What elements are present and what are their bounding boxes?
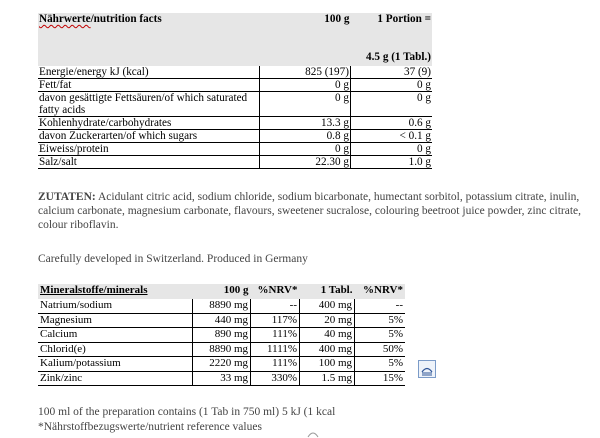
table-row: Zink/zinc 33 mg 330% 1.5 mg 15% [40,371,403,384]
minerals-header-nrv-tabl: %NRV* [355,284,406,299]
minerals-header-tabl: 1 Tabl. [300,284,355,299]
nutrition-header-100g: 100 g [259,13,350,66]
ingredients-text: Acidulant citric acid, sodium chloride, sodium bicarbonate, humectant sorbitol, potassium citrate, inulin, calcium carbonate, magnesium carbonate, flavours, sweetener sucralose, colouring beetroot juice powder, zinc citrate, colour riboflavin. [38,191,582,231]
table-row: Fett/fat 0 g 0 g [39,79,431,91]
table-row: davon gesättigte Fettsäuren/of which saturated fatty acids 0 g 0 g [39,92,431,116]
minerals-header-label: Mineralstoffe/minerals [38,284,193,299]
table-row: Chlorid(e) 8890 mg 1111% 400 mg 50% [40,342,403,355]
mouse-cursor-icon [306,428,320,438]
minerals-header-row [38,284,405,299]
ingredients-paragraph [38,190,598,232]
minerals-header-nrv: %NRV* [251,284,300,299]
table-row: Energie/energy kJ (kcal) 825 (197) 37 (9) [39,66,431,78]
nutrition-header-row [38,13,432,66]
origin-statement: Carefully developed in Switzerland. Produced in Germany [38,253,308,265]
nutrition-table [38,13,432,169]
minerals-table [38,284,405,386]
nutrition-header-label: Nährwerte/nutrition facts [38,13,259,66]
table-row: Eiweiss/protein 0 g 0 g [39,143,431,155]
table-row: Natrium/sodium 8890 mg -- 400 mg -- [40,299,403,311]
picture-layout-icon[interactable] [418,360,436,378]
ingredients-label: ZUTATEN: [38,191,96,203]
table-row: davon Zuckerarten/of which sugars 0.8 g < 0.1 g [39,130,431,142]
table-row: Magnesium 440 mg 117% 20 mg 5% [40,313,403,326]
minerals-header-100g: 100 g [193,284,251,299]
table-row: Kalium/potassium 2220 mg 111% 100 mg 5% [40,357,403,369]
nrv-footnote: *Nährstoffbezugswerte/nutrient reference values [38,421,262,433]
table-row: Calcium 890 mg 111% 40 mg 5% [40,328,403,340]
nutrition-header-portion: 1 Portion = 4.5 g (1 Tabl.) [350,13,432,66]
table-row: Kohlenhydrate/carbohydrates 13.3 g 0.6 g [39,117,431,129]
preparation-note: 100 ml of the preparation contains (1 Tab in 750 ml) 5 kJ (1 kcal [38,406,336,418]
table-row: Salz/salt 22.30 g 1.0 g [39,156,431,168]
